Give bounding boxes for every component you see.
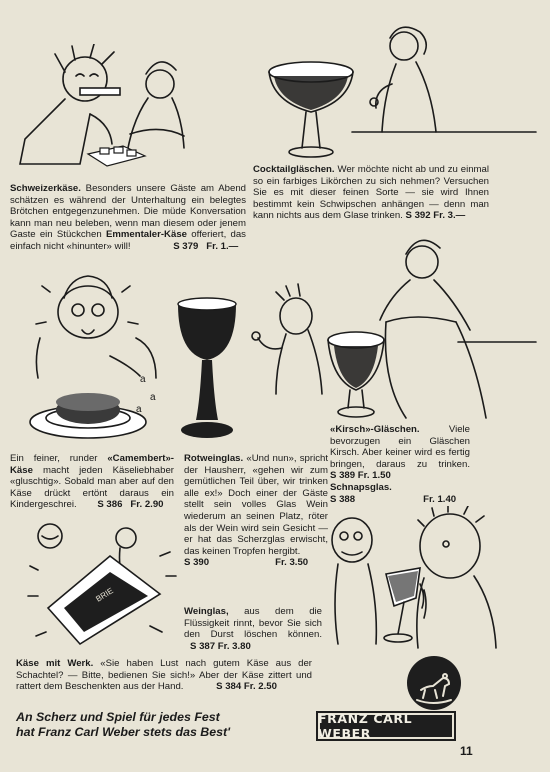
camembert-body-pre: Ein feiner, runder (10, 453, 108, 464)
cocktail-body: Wer möchte nicht ab und zu einmal so ein farbiges Likörchen zu sich nehmen? Versuchen Sie es mit dieser feinen Sorte — sie wird Ihnen bestimmt kein Schwipschen anhängen — denn man kann nichts aus dem Glase trinken. (253, 164, 489, 222)
rotwein-code: S 390 (184, 557, 210, 569)
weinglas-price: Fr. 3.80 (217, 640, 251, 652)
kirsch-glass-illustration (326, 232, 540, 422)
schweizerkaese-code: S 379 (173, 240, 199, 252)
slogan-line-2: hat Franz Carl Weber stets das Best' (16, 725, 231, 739)
camembert-body: macht jeden Käseliebhaber «gluschtig». Sobald man aber auf den Käse drückt ertönt daraus ein Kindergeschrei. (10, 464, 174, 511)
kaese-werk-code: S 384 (216, 681, 242, 693)
drinking-man-illustration (246, 282, 332, 402)
weinglas-title: Weinglas, (184, 606, 229, 617)
schweizerkaese-title: Schweizerkäse. (10, 183, 81, 194)
weinglas-body: aus dem die Flüssigkeit rinnt, bevor Sie sich den Durst löschen können. (184, 606, 322, 641)
camembert-code: S 386 (97, 499, 123, 511)
kirsch-code: S 389 (330, 470, 356, 482)
camembert-illustration (10, 272, 170, 452)
camembert-text (10, 453, 174, 511)
cocktail-price: Fr. 3.— (433, 210, 466, 222)
leaking-glass-illustration (324, 506, 518, 656)
schweizerkaese-body2: offeriert, das einfach nicht «hinunter» will! (10, 229, 246, 252)
svg-text:a: a (140, 374, 146, 385)
rotwein-body: «Und nun», spricht der Hausherr, «gehen wir zum gemütlichen Teil über, wir trinken alle ex!» Doch einer der Gäste stellt sein volles Glas Wein wiederum an seinen Platz, röter als der Wein wird sein Gesicht — er hat das Scherzglas erwischt, das keinen Tropfen hergibt. (184, 453, 328, 557)
slogan (16, 710, 316, 740)
kirsch-price: Fr. 1.50 (357, 470, 391, 482)
kirsch-title: «Kirsch»-Gläschen. (330, 424, 420, 435)
rotwein-text (184, 453, 328, 569)
svg-text:a: a (136, 404, 142, 415)
schweizerkaese-body: Besonders unsere Gäste am Abend schätzen es während der Unterhaltung ein belegtes Brötchen entgegenzunehmen. Die müde Konversation kann man neu beleben, wenn man diesem oder jenem Gaste ein Stückchen (10, 183, 246, 241)
kirsch-text (330, 424, 470, 505)
kirsch-price2: Fr. 1.40 (423, 493, 457, 505)
kaese-werk-body: «Sie haben Lust nach gutem Käse aus der Schachtel? — Bitte, bedienen Sie sich!» Aber der Käse zittert und rattert dem Beschenkten aus der Hand. (16, 658, 313, 693)
kaese-werk-text (16, 658, 312, 693)
cocktail-title: Cocktailgläschen. (253, 164, 335, 175)
kirsch-title2: Schnapsglas. (330, 481, 392, 493)
weinglas-text (184, 606, 322, 652)
red-wine-glass-illustration (172, 294, 242, 444)
kirsch-body: Viele bevorzugen ein Gläschen Kirsch. Aber keiner wird es fertig bringen, daraus zu trinken. (330, 424, 470, 470)
kaese-werk-price: Fr. 2.50 (243, 681, 277, 693)
rotwein-title: Rotweinglas. (184, 453, 244, 464)
schweizerkaese-bold: Emmentaler-Käse (105, 229, 187, 241)
rotwein-price: Fr. 3.50 (275, 557, 309, 569)
kirsch-code2: S 388 (330, 493, 356, 505)
cocktail-code: S 392 (405, 210, 431, 222)
brand-wordmark: FRANZ CARL WEBER (316, 711, 456, 741)
slogan-line-1: An Scherz und Spiel für jedes Fest (16, 710, 220, 724)
kaese-werk-title: Käse mit Werk. (16, 658, 94, 669)
svg-text:a: a (150, 392, 156, 403)
cocktail-glass-illustration (266, 24, 542, 164)
horse-logo-icon (407, 656, 461, 710)
camembert-bold: «Camembert»-Käse (10, 453, 174, 476)
cocktail-text (253, 164, 489, 222)
schweizerkaese-price: Fr. 1.— (206, 240, 239, 252)
camembert-price: Fr. 2.90 (130, 499, 164, 511)
schweizerkaese-text (10, 183, 246, 253)
weinglas-code: S 387 (190, 640, 216, 652)
cheese-box-illustration (20, 516, 180, 656)
svg-text:BRIE: BRIE (94, 586, 115, 604)
cheese-eater-illustration (10, 44, 210, 184)
page-number: 11 (460, 744, 473, 758)
